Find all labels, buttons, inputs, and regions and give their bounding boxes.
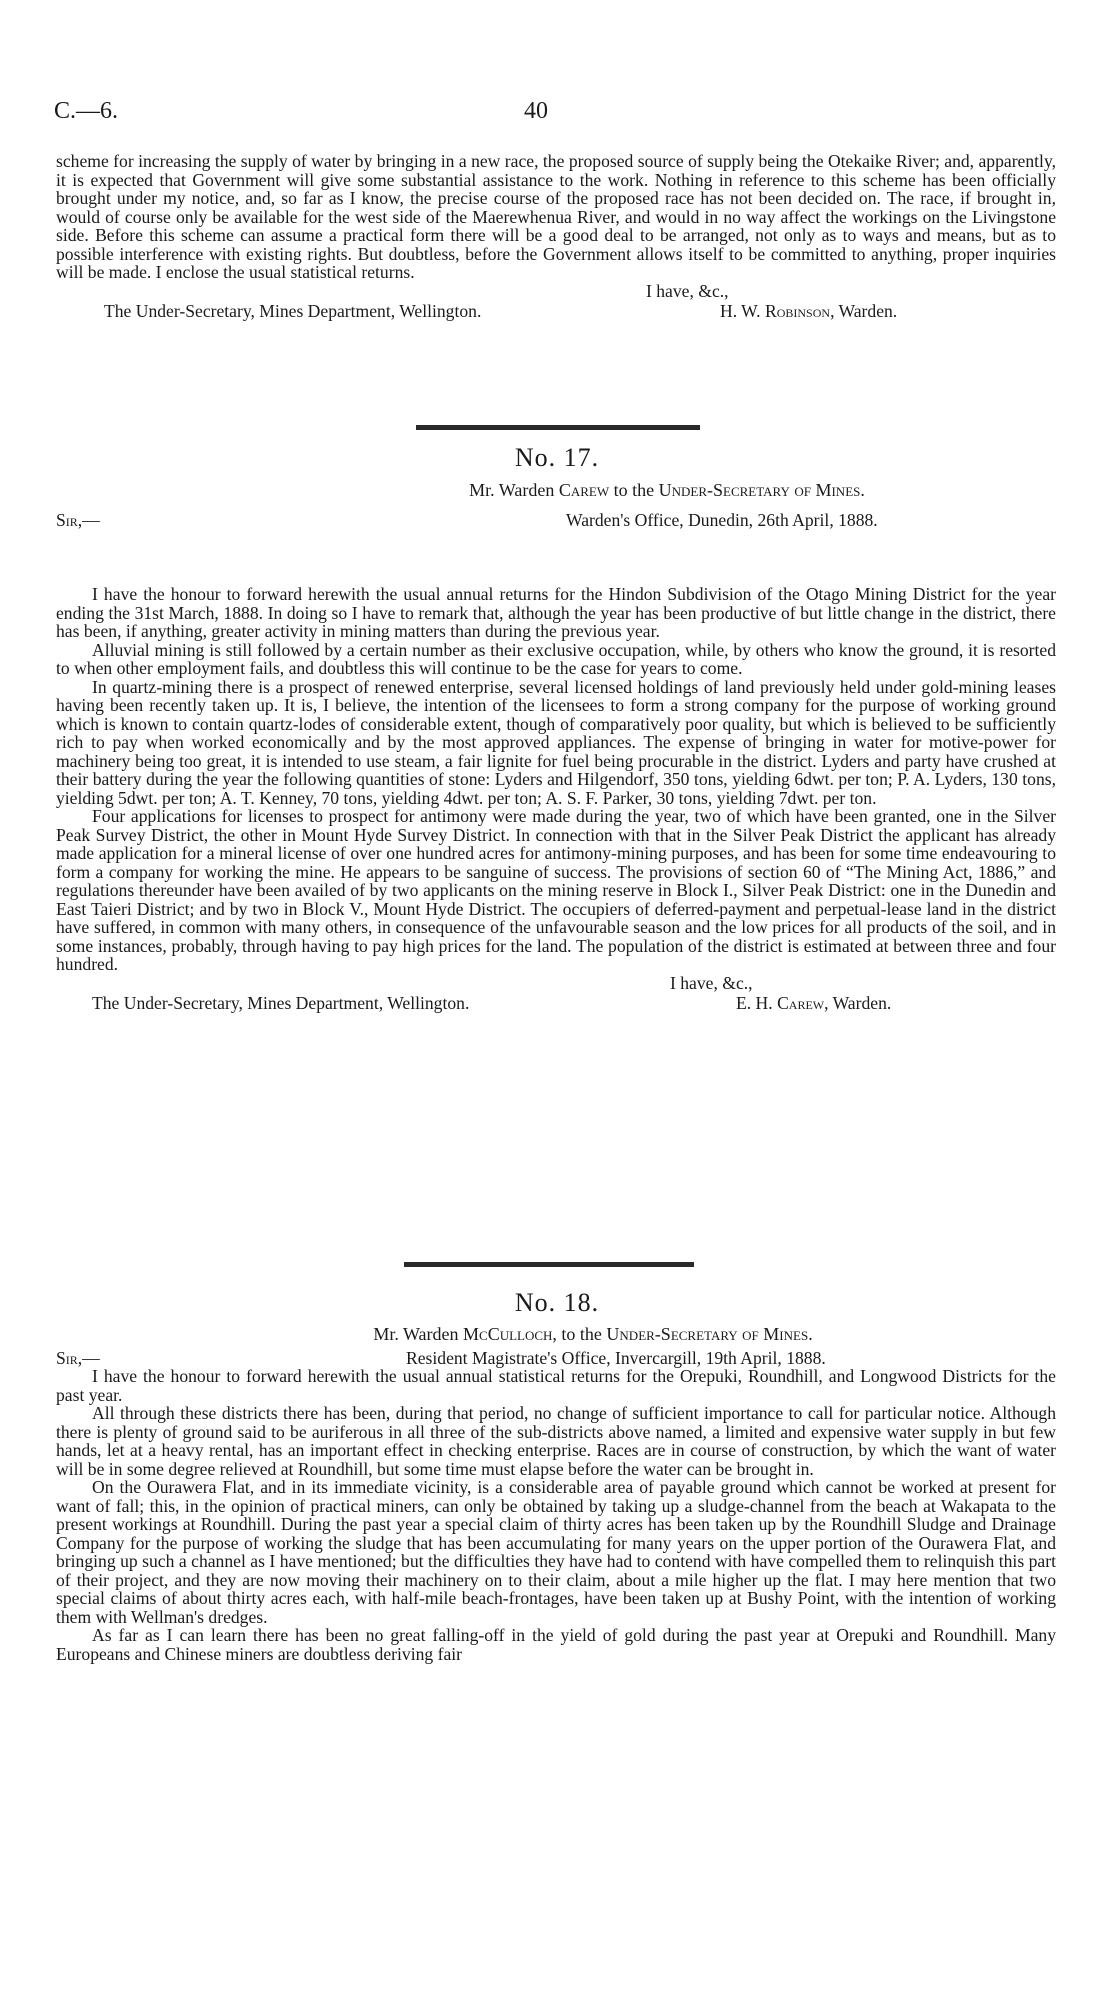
paragraph: scheme for increasing the supply of water by bringing in a new race, the proposed source of supply being the Otekaike River; and, apparently, it is expected that Government will give some substantial assistance to the work. Nothing in reference to this scheme has been officially brought under my notice, and, so far as I know, the precise course of the proposed race has not been decided on. The race, if brought in, would of course only be available for the west side of the Maerewhenua River, and would in no way affect the workings on the Livingstone side. Before this scheme can assume a practical form there will be a good deal to be arranged, not only as to ways and means, but as to possible interference with existing rights. But doubtless, before the Government allows itself to be committed to anything, proper inquiries will be made. I enclose the usual statistical returns. xyxy=(56,151,1056,282)
page-number: 40 xyxy=(524,98,548,124)
document-reference: C.—6. xyxy=(54,98,119,124)
signature xyxy=(736,993,891,1014)
paragraph: Alluvial mining is still followed by a certain number as their exclusive occupation, while, by others who know the ground, it is resorted to when other employment fails, and doubtless this will continue to be the case for years to come. xyxy=(56,639,1056,678)
running-head xyxy=(54,98,1054,128)
salutation-line xyxy=(56,1348,1056,1368)
paragraph: I have the honour to forward herewith the usual annual statistical returns for the Orepuki, Roundhill, and Longwood Districts for the past year. xyxy=(56,1366,1056,1405)
title-prefix: Mr. Warden xyxy=(373,1324,459,1344)
letter-title xyxy=(36,1324,1114,1345)
warden-name: McCulloch xyxy=(463,1324,553,1344)
signer-name: Carew xyxy=(777,992,825,1013)
recipient: Under-Secretary of Mines xyxy=(658,480,861,500)
from-line: Resident Magistrate's Office, Invercargill, 19th April, 1888. xyxy=(406,1348,826,1368)
recipient: Under-Secretary of Mines xyxy=(606,1324,809,1344)
title-prefix: Mr. Warden xyxy=(469,480,555,500)
paragraph: As far as I can learn there has been no great falling-off in the yield of gold during the past year at Orepuki and Roundhill. Many Europeans and Chinese miners are doubtless deriving fair xyxy=(56,1625,1056,1664)
closing-line xyxy=(56,974,1056,993)
signer-title: , Warden. xyxy=(830,300,898,321)
from-line: Warden's Office, Dunedin, 26th April, 1888. xyxy=(566,510,878,530)
letter-continuation xyxy=(56,152,1056,322)
title-mid: , to the xyxy=(552,1324,602,1344)
section-divider xyxy=(404,1262,694,1267)
signer-initials: E. H. xyxy=(736,992,773,1013)
letter-number-heading: No. 17. xyxy=(514,443,600,472)
salutation: Sir,— xyxy=(56,1348,100,1368)
closing: I have, &c., xyxy=(646,280,729,301)
letter-17-body xyxy=(56,585,1056,1014)
closing-line xyxy=(56,282,1056,301)
letter-number-heading: No. 18. xyxy=(514,1288,600,1317)
paragraph: On the Ourawera Flat, and in its immediate vicinity, is a considerable area of payable ground which cannot be worked at present for want of fall; this, in the opinion of practical miners, can only be obtained by taking up a sludge-channel from the beach at Wakapata to the present workings at Roundhill. During the past year a special claim of thirty acres has been taken up by the Roundhill Sludge and Drainage Company for the purpose of working the sludge that has been accumulating for many years on the upper portion of the Ourawera Flat, and bringing up such a channel as I have mentioned; but the difficulties they have had to contend with have compelled them to relinquish this part of their project, and they are now moving their machinery on to their claim, about a mile higher up the flat. I may here mention that two special claims of about thirty acres each, with half-mile beach-frontages, have been taken up at Bushy Point, with the intention of working them with Wellman's dredges. xyxy=(56,1477,1056,1627)
paragraph: Four applications for licenses to prospect for antimony were made during the year, two of which have been granted, one in the Silver Peak Survey District, the other in Mount Hyde Survey District. In connection with that in the Silver Peak District the applicant has already made application for a mineral license of over one hundred acres for antimony-mining purposes, and has been for some time endeavouring to form a company for working the mine. He appears to be sanguine of success. The provisions of section 60 of “The Mining Act, 1886,” and regulations thereunder have been availed of by two applicants on the mining reserve in Block I., Silver Peak District: one in the Dunedin and East Taieri District; and by two in Block V., Mount Hyde District. The occupiers of deferred-payment and perpetual-lease land in the district have suffered, in common with many others, in consequence of the unfavourable season and the low prices for all products of the soil, and in some instances, probably, through having to pay high prices for the land. The population of the district is estimated at between three and four hundred. xyxy=(56,806,1056,974)
title-suffix: . xyxy=(808,1324,813,1344)
paragraph: I have the honour to forward herewith the usual annual returns for the Hindon Subdivision of the Otago Mining District for the year ending the 31st March, 1888. In doing so I have to remark that, although the year has been productive of but little change in the district, there has been, if anything, greater activity in mining matters than during the previous year. xyxy=(56,584,1056,641)
addressee: The Under-Secretary, Mines Department, Wellington. xyxy=(104,300,482,321)
closing: I have, &c., xyxy=(670,972,753,993)
letter-title xyxy=(110,480,1114,501)
section-divider xyxy=(416,425,700,430)
title-mid: to the xyxy=(613,480,655,500)
salutation: Sir,— xyxy=(56,510,100,530)
paragraph: All through these districts there has been, during that period, no change of sufficient importance to call for particular notice. Although there is plenty of ground said to be auriferous in all three of the sub-districts above named, a limited and expensive water supply in but few hands, let at a heavy rental, has an important effect in checking enterprise. Races are in course of construction, by which the want of water will be in some degree relieved at Roundhill, but some time must elapse before the water can be brought in. xyxy=(56,1403,1056,1479)
addressee: The Under-Secretary, Mines Department, Wellington. xyxy=(92,992,470,1013)
title-suffix: . xyxy=(860,480,865,500)
warden-name: Carew xyxy=(558,480,610,500)
address-signature-line xyxy=(56,301,1056,322)
signer-title: , Warden. xyxy=(824,992,892,1013)
signer-name: Robinson xyxy=(764,300,831,321)
signer-initials: H. W. xyxy=(720,300,761,321)
letter-18-body xyxy=(56,1367,1056,1663)
paragraph: In quartz-mining there is a prospect of renewed enterprise, several licensed holdings of land previously held under gold-mining leases having been recently taken up. It is, I believe, the intention of the licensees to form a strong company for the purpose of working ground which is known to contain quartz-lodes of considerable extent, though of comparatively poor quality, but which is believed to be sufficiently rich to pay when worked economically and by the most approved appliances. The expense of bringing in water for motive-power for machinery being too great, it is intended to use steam, a fair lignite for fuel being procurable in the district. Lyders and party have crushed at their battery during the year the following quantities of stone: Lyders and Hilgendorf, 350 tons, yielding 6dwt. per ton; P. A. Lyders, 130 tons, yielding 5dwt. per ton; A. T. Kenney, 70 tons, yielding 4dwt. per ton; A. S. F. Parker, 30 tons, yielding 7dwt. per ton. xyxy=(56,676,1056,808)
address-signature-line xyxy=(56,993,1056,1014)
salutation-line xyxy=(56,510,1056,530)
signature xyxy=(720,301,897,322)
